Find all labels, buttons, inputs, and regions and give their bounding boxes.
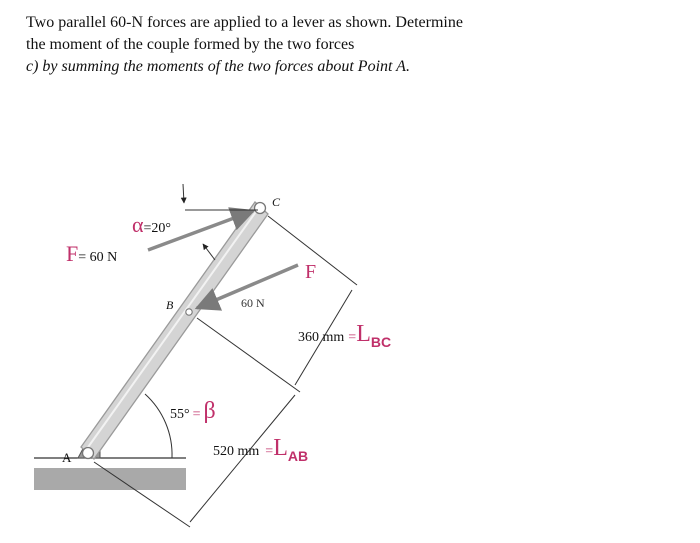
- point-c-label: C: [272, 195, 281, 209]
- force-right-value: 60 N: [241, 296, 265, 310]
- alpha-label: α=20°: [132, 212, 172, 237]
- dim-bc-label: 360 mm =LBC: [298, 321, 392, 350]
- dim-ext-b: [197, 318, 300, 392]
- problem-line-1: Two parallel 60-N forces are applied to a lever as shown. Determine: [26, 14, 463, 31]
- angle-arc: [145, 394, 172, 458]
- force-right-symbol: F: [305, 261, 317, 283]
- alpha-arc-arrow: [203, 244, 215, 260]
- dim-ab-label: 520 mm =LAB: [213, 435, 309, 464]
- problem-line-2: the moment of the couple formed by the two forces: [26, 36, 355, 53]
- pin-b: [186, 309, 192, 315]
- angle-beta-label: 55° = β: [170, 398, 216, 424]
- force-left-label: F= 60 N: [66, 241, 118, 266]
- point-b-label: B: [166, 298, 174, 312]
- ground-block: [34, 468, 186, 490]
- vertical-ref-arrow: [183, 184, 184, 203]
- problem-line-3: c) by summing the moments of the two forces about Point A.: [26, 58, 410, 75]
- point-a-label: A: [62, 450, 72, 465]
- pin-a: [83, 448, 94, 459]
- pin-c: [255, 203, 266, 214]
